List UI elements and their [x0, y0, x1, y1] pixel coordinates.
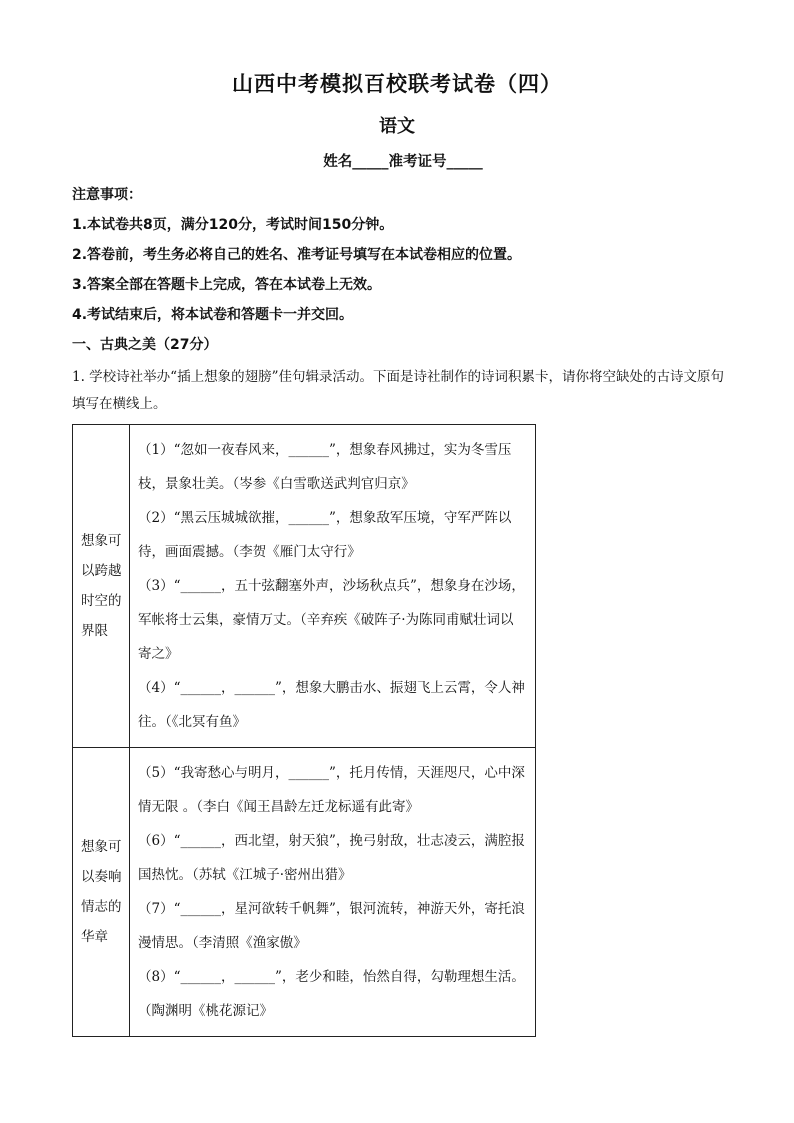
- exam-notes: [72, 180, 752, 360]
- note-item: 4.考试结束后，将本试卷和答题卡一并交回。: [72, 307, 354, 323]
- note-item: 1.本试卷共8页，满分120分，考试时间150分钟。: [72, 217, 394, 233]
- list-item: （4）“______，______”，想象大鹏击水、振翅飞上云霄，令人神往。（《北冥有鱼》: [138, 680, 525, 730]
- poetry-card-table: [72, 424, 536, 1037]
- note-item: 2.答卷前，考生务必将自己的姓名、准考证号填写在本试卷相应的位置。: [72, 247, 522, 263]
- group-items: [130, 425, 536, 748]
- list-item: （3）“______，五十弦翻塞外声，沙场秋点兵”，想象身在沙场，军帐将士云集，豪情万丈。（辛弃疾《破阵子·为陈同甫赋壮词以寄之》: [138, 578, 525, 662]
- note-item: 3.答案全部在答题卡上完成，答在本试卷上无效。: [72, 277, 382, 293]
- group-label: 想象可以奏响情志的华章: [73, 748, 130, 1037]
- group-items: [130, 748, 536, 1037]
- notes-heading: 注意事项：: [72, 187, 142, 203]
- question-1-prompt: 1. 学校诗社举办“插上想象的翅膀”佳句辑录活动。下面是诗社制作的诗词积累卡，请你将空缺处的古诗文原句填写在横线上。: [72, 369, 724, 412]
- list-item: （5）“我寄愁心与明月，______”，托月传情，天涯咫尺，心中深情无限 。（李白《闻王昌龄左迁龙标遥有此寄》: [138, 765, 525, 815]
- exam-title: 山西中考模拟百校联考试卷（四）: [232, 72, 562, 96]
- list-item: （7）“______，星河欲转千帆舞”，银河流转，神游天外，寄托浪漫情思。（李清照《渔家傲》: [138, 901, 525, 951]
- group-label: 想象可以跨越时空的界限: [73, 425, 130, 748]
- list-item: （6）“______，西北望，射天狼”，挽弓射敌，壮志凌云，满腔报国热忱。（苏轼《江城子·密州出猎》: [138, 833, 525, 883]
- name-id-line: 姓名_____准考证号_____: [323, 154, 483, 170]
- list-item: （8）“______，______”，老少和睦，怡然自得，勾勒理想生活。（陶渊明《桃花源记》: [138, 969, 525, 1019]
- list-item: （2）“黑云压城城欲摧，______”，想象敌军压境，守军严阵以待，画面震撼。（李贺《雁门太守行》: [138, 510, 512, 560]
- table-row: [73, 748, 536, 1037]
- table-row: [73, 425, 536, 748]
- section-heading: 一、古典之美（27分）: [72, 337, 218, 353]
- subject-title: 语文: [379, 116, 415, 137]
- list-item: （1）“忽如一夜春风来，______”，想象春风拂过，实为冬雪压枝，景象壮美。（岑参《白雪歌送武判官归京》: [138, 442, 512, 492]
